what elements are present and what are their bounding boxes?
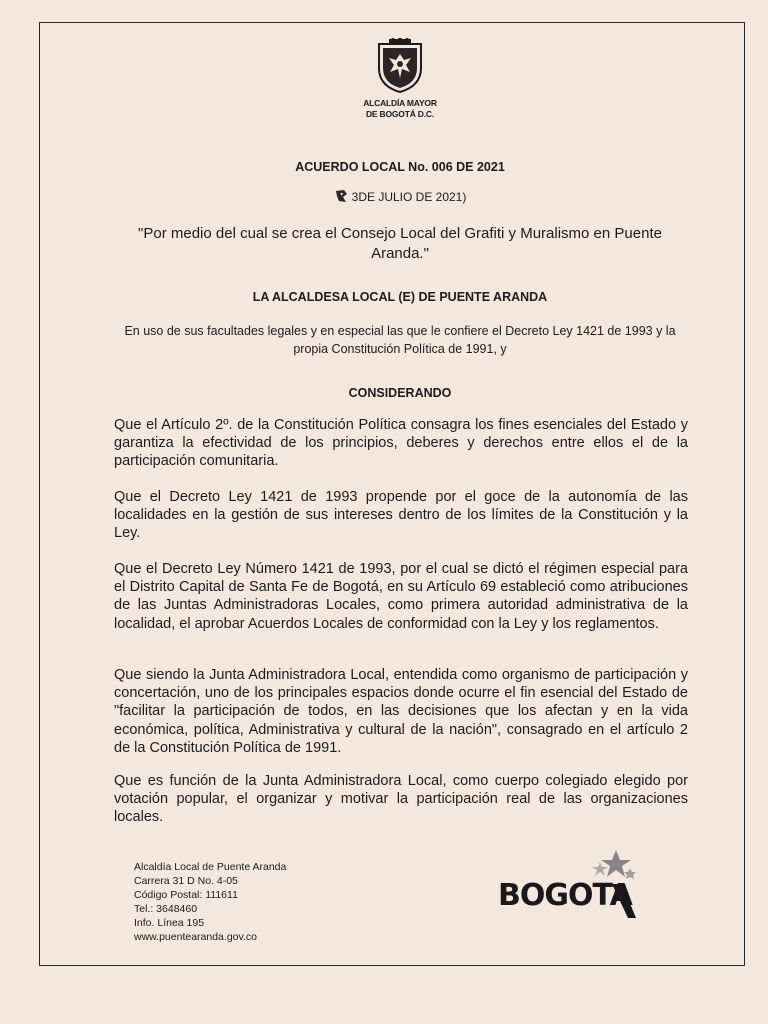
address-line: Código Postal: 111611: [134, 889, 238, 901]
logo-wordmark: BOGOTA: [498, 878, 632, 913]
document-date: [80, 188, 720, 204]
address-line: Alcaldía Local de Puente Aranda: [134, 861, 287, 873]
date-text: 3DE JULIO DE 2021): [351, 190, 467, 204]
stamp-mark-icon: [334, 188, 350, 204]
footer-address: [134, 860, 286, 944]
authority-heading: LA ALCALDESA LOCAL (E) DE PUENTE ARANDA: [252, 290, 548, 304]
address-line: Tel.: 3648460: [134, 903, 198, 915]
paragraph-3: Que el Decreto Ley Número 1421 de 1993, por el cual se dictó el régimen especial para el Distrito Capital de Santa Fe de Bogotá, en su Artículo 69 estableció como atribuciones de las Juntas Administradoras Locales, como primera autoridad administrativa de la localidad, el aprobar Acuerdos Locales de conformidad con la Ley y los reglamentos.: [114, 561, 688, 632]
issuer-line-2: DE BOGOTÁ D.C.: [365, 109, 435, 119]
document-subject: "Por medio del cual se crea el Consejo Local del Grafiti y Muralismo en Puente Aranda.": [138, 225, 662, 262]
paragraph-2: Que el Decreto Ley 1421 de 1993 propende por el goce de la autonomía de las localidades en la gestión de sus intereses dentro de los límites de la Constitución y la Ley.: [114, 489, 688, 542]
document-title: ACUERDO LOCAL No. 006 DE 2021: [295, 160, 505, 174]
address-line: Carrera 31 D No. 4-05: [134, 875, 238, 887]
paragraph-1: Que el Artículo 2º. de la Constitución Política consagra los fines esenciales del Estado y garantiza la efectividad de los principios, deberes y derechos entre ellos el de la participación comunitaria.: [114, 417, 688, 470]
issuer-line-1: ALCALDÍA MAYOR: [363, 98, 437, 108]
issuer-caption: [340, 98, 460, 120]
address-line: Info. Línea 195: [134, 917, 205, 929]
considerando-heading: CONSIDERANDO: [348, 386, 452, 400]
intro-text: En uso de sus facultades legales y en especial las que le confiere el Decreto Ley 1421 de 1993 y la propia Constitución Política de 1991, y: [124, 324, 676, 356]
coat-of-arms-icon: [375, 38, 425, 94]
paragraph-4: Que siendo la Junta Administradora Local, entendida como organismo de participación y concertación, uno de los principales espacios donde ocurre el fin esencial del Estado de "facilitar la participación de todos, en las decisiones que los afectan y en la vida económica, política, Administrativa y cultural de la nación", consagrado en el artículo 2 de la Constitución Política de 1991.: [114, 667, 688, 756]
paragraph-5: Que es función de la Junta Administradora Local, como cuerpo colegiado elegido por votación popular, el organizar y motivar la participación real de las organizaciones locales.: [114, 773, 688, 826]
website-link[interactable]: www.puentearanda.gov.co: [134, 931, 257, 943]
